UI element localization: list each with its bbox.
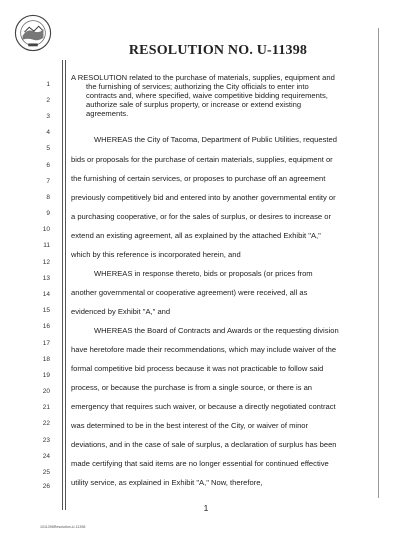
right-margin-rule xyxy=(378,28,379,498)
line-number: 11 xyxy=(43,242,50,249)
body-line: evidenced by Exhibit "A," and xyxy=(71,307,171,316)
body-line: utility service, as explained in Exhibit "A," Now, therefore, xyxy=(71,478,263,487)
body-line: which by this reference is incorporated herein, and xyxy=(71,250,241,259)
line-number: 3 xyxy=(46,113,50,120)
body-line: extend an existing agreement, all as explained by the attached Exhibit "A," xyxy=(71,231,321,240)
line-number: 22 xyxy=(42,420,50,427)
line-number: 19 xyxy=(42,372,50,379)
body-line: previously competitively bid and entered into by another governmental entity or xyxy=(71,193,336,202)
line-number: 15 xyxy=(42,307,50,314)
body-line: WHEREAS the Board of Contracts and Awards or the requesting division xyxy=(94,326,339,335)
line-number: 9 xyxy=(46,210,50,217)
line-number: 13 xyxy=(42,275,50,282)
line-number: 18 xyxy=(42,356,50,363)
body-line: emergency that requires such waiver, or because a directly negotiated contract xyxy=(71,402,336,411)
body-line: another governmental or cooperative agreement) were received, all as xyxy=(71,288,308,297)
intro-line: agreements. xyxy=(86,109,129,118)
line-number: 21 xyxy=(42,404,50,411)
body-line: made certifying that said items are no longer essential for continued effective xyxy=(71,459,329,468)
body-line: deviations, and in the case of sale of surplus, a declaration of surplus has been xyxy=(71,440,337,449)
body-line: a purchasing cooperative, or for the sales of surplus, or desires to increase or xyxy=(71,212,332,221)
body-line: WHEREAS the City of Tacoma, Department of Public Utilities, requested xyxy=(94,135,337,144)
line-number: 2 xyxy=(46,97,50,104)
page-number: 1 xyxy=(203,503,209,513)
intro-line: contracts and, where specified, waive competitive bidding requirements, xyxy=(86,91,328,100)
body-line: formal competitive bid process because it was not practicable to follow said xyxy=(71,364,324,373)
city-seal-icon xyxy=(14,14,52,52)
line-number: 23 xyxy=(42,437,50,444)
line-number: 4 xyxy=(46,129,50,136)
line-number: 24 xyxy=(42,453,50,460)
line-number: 17 xyxy=(42,340,50,347)
line-number: 25 xyxy=(42,469,50,476)
line-number: 26 xyxy=(42,483,50,490)
body-line: process, or because the purchase is from a single source, or there is an xyxy=(71,383,313,392)
body-line: the furnishing of certain services, or proposes to purchase off an agreement xyxy=(71,174,326,183)
line-number: 14 xyxy=(42,291,50,298)
line-number: 7 xyxy=(46,178,50,185)
body-line: bids or proposals for the purchase of certain materials, supplies, equipment or xyxy=(71,155,333,164)
line-number: 16 xyxy=(42,323,50,330)
intro-line: A RESOLUTION related to the purchase of materials, supplies, equipment and xyxy=(71,73,335,82)
body-line: WHEREAS in response thereto, bids or proposals (or prices from xyxy=(94,269,313,278)
resolution-title: RESOLUTION NO. U-11398 xyxy=(128,43,308,58)
left-margin-rule-inner xyxy=(65,60,66,510)
body-line: have heretofore made their recommendations, which may include waiver of the xyxy=(71,345,337,354)
line-number: 8 xyxy=(46,194,50,201)
line-number: 1 xyxy=(46,81,50,88)
line-number: 5 xyxy=(46,145,50,152)
line-number: 10 xyxy=(42,226,50,233)
footer-code: 1011398Resolution-U-11398 xyxy=(40,525,86,529)
left-margin-rule-outer xyxy=(62,60,63,510)
intro-line: authorize sale of surplus property, or increase or extend existing xyxy=(86,100,302,109)
line-number: 20 xyxy=(42,388,50,395)
line-number: 12 xyxy=(42,259,50,266)
intro-line: the furnishing of services; authorizing the City officials to enter into xyxy=(86,82,309,91)
line-number: 6 xyxy=(46,162,50,169)
body-line: was determined to be in the best interest of the City, or waiver of minor xyxy=(71,421,309,430)
